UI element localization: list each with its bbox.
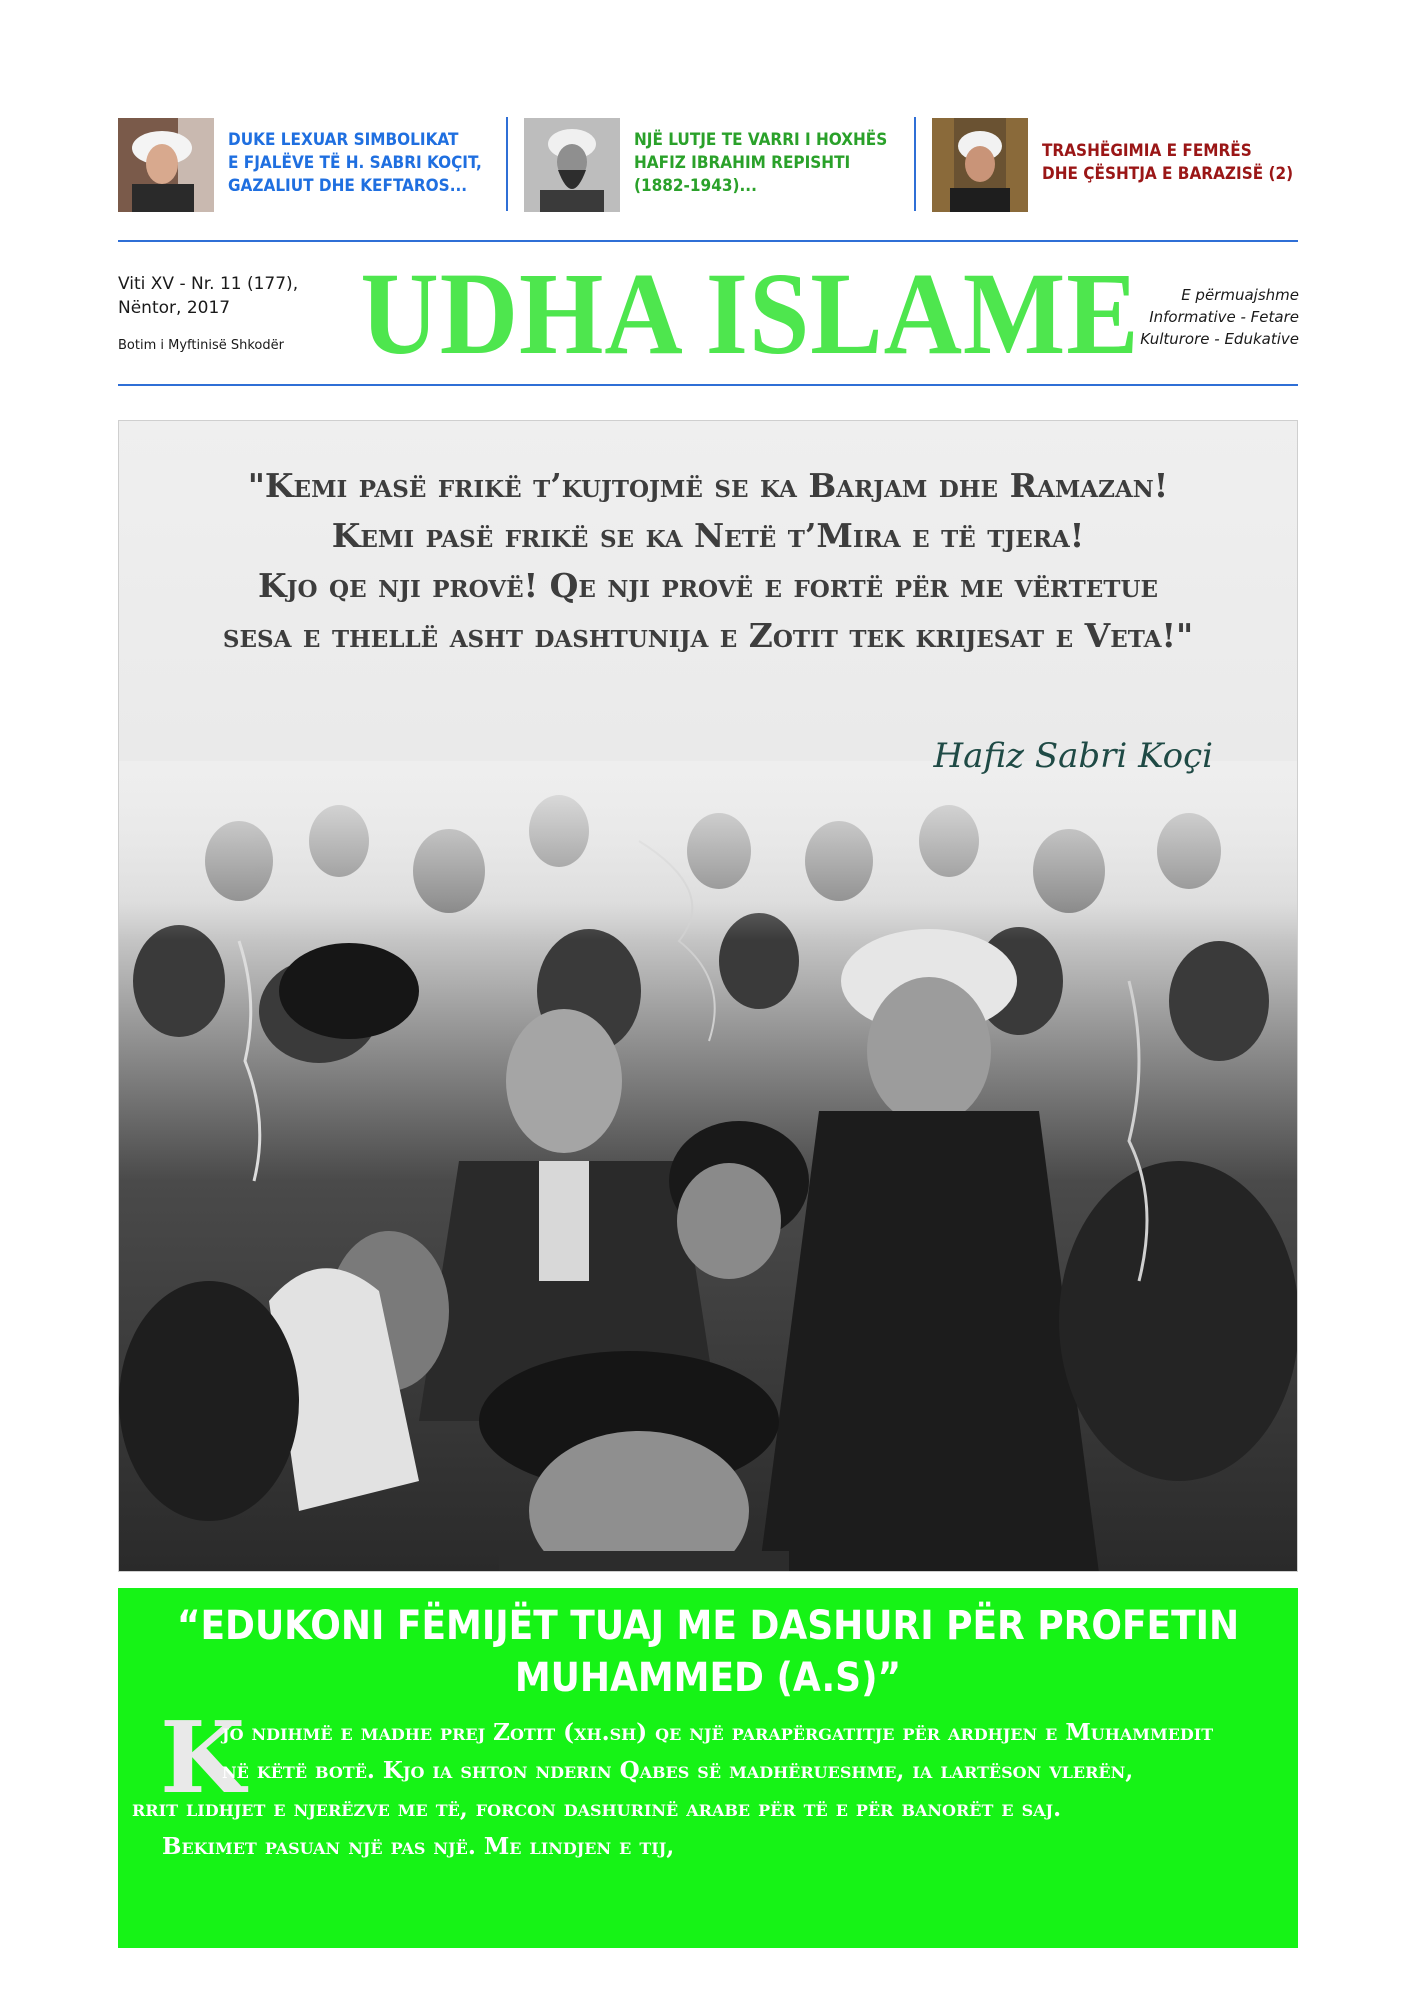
teaser-divider: [506, 117, 508, 211]
teaser-3[interactable]: [932, 114, 1298, 214]
article-line: Bekimet pasuan një pas një. Me lindjen e tij,: [162, 1833, 675, 1860]
publisher: Botim i Myftinisë Shkodër: [118, 338, 284, 353]
teaser-3-title[interactable]: TRASHËGIMIA E FEMRËS DHE ÇËSHTJA E BARAZISË (2): [1042, 141, 1294, 184]
teaser-1[interactable]: [118, 114, 482, 214]
teaser-1-photo: [118, 118, 214, 212]
article-title[interactable]: “EDUKONI FËMIJËT TUAJ ME DASHURI PËR PROFETIN MUHAMMED (A.S)”: [176, 1603, 1240, 1701]
tagline: E përmuajshme Informative - Fetare Kulturore - Edukative: [1140, 286, 1299, 348]
teaser-2-photo: [524, 118, 620, 212]
issue-info: Viti XV - Nr. 11 (177), Nëntor, 2017: [118, 274, 299, 318]
article-line: jo ndihmë e madhe prej Zotit (xh.sh) qe një parapërgatitje për ardhjen e Muhammedit: [222, 1719, 1214, 1746]
header-rule-top: [118, 240, 1298, 242]
teaser-divider: [914, 117, 916, 211]
article-line: në këtë botë. Kjo ia shton nderin Qabes së madhërueshme, ia lartëson vlerën,: [222, 1757, 1134, 1784]
teaser-2-title[interactable]: NJË LUTJE TE VARRI I HOXHËS HAFIZ IBRAHIM REPISHTI (1882-1943)...: [634, 130, 888, 196]
teaser-3-photo: [932, 118, 1028, 212]
drop-cap: K: [160, 1701, 246, 1816]
quote: "Kemi pasë frikë t’kujtojmë se ka Barjam dhe Ramazan! Kemi pasë frikë se ka Netë t’Mira e të tjera! Kjo qe nji provë! Qe nji provë e fortë për me vërtetue sesa e thellë asht dashtunija e Zotit tek krijesat e Veta!": [222, 466, 1194, 655]
teaser-2[interactable]: [524, 114, 914, 214]
teaser-1-title[interactable]: DUKE LEXUAR SIMBOLIKAT E FJALËVE TË H. SABRI KOÇIT, GAZALIUT DHE KEFTAROS...: [228, 130, 482, 196]
featured-article[interactable]: [118, 1588, 1298, 1948]
article-line: rrit lidhjet e njerëzve me të, forcon dashurinë arabe për të e për banorët e saj.: [132, 1795, 1062, 1822]
masthead-title: UDHA ISLAME: [360, 248, 1140, 379]
header-rule-bottom: [118, 384, 1298, 386]
cover-photo-panel: [118, 420, 1298, 1572]
quote-author: Hafiz Sabri Koçi: [933, 736, 1213, 776]
